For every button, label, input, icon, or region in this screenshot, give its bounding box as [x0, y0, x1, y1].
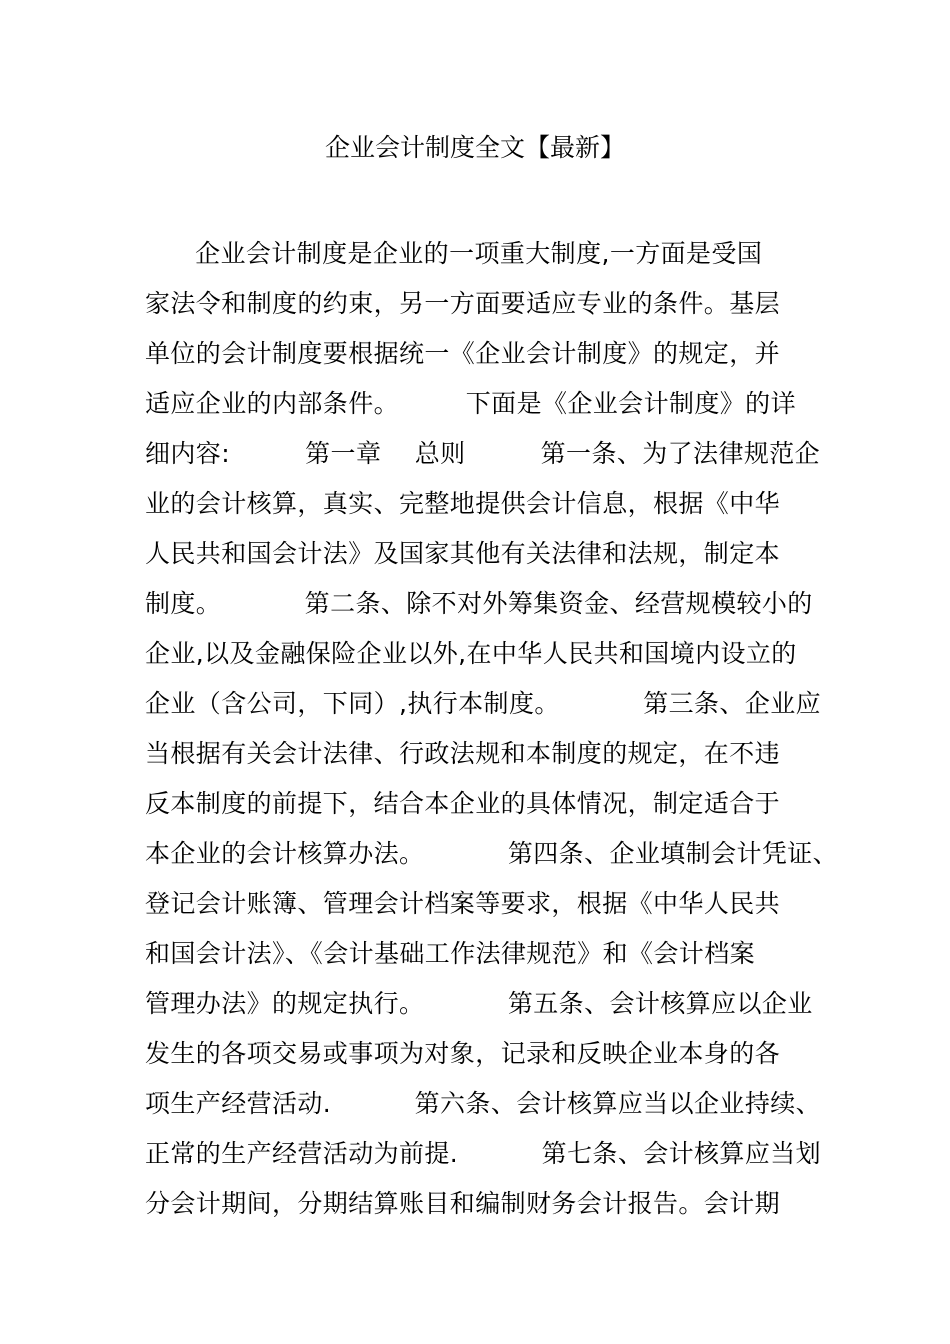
body-line: 企业,以及金融保险企业以外,在中华人民共和国境内设立的 — [145, 639, 797, 668]
body-line: 正常的生产经营活动为前提. 第七条、会计核算应当划 — [145, 1139, 822, 1168]
body-line: 家法令和制度的约束，另一方面要适应专业的条件。基层 — [145, 289, 781, 318]
body-line: 发生的各项交易或事项为对象，记录和反映企业本身的各 — [145, 1039, 781, 1068]
body-line: 人民共和国会计法》及国家其他有关法律和法规，制定本 — [145, 539, 781, 568]
body-line: 本企业的会计核算办法。 第四条、企业填制会计凭证、 — [145, 839, 839, 868]
body-line: 制度。 第二条、除不对外筹集资金、经营规模较小的 — [145, 589, 813, 618]
body-line: 分会计期间，分期结算账目和编制财务会计报告。会计期 — [145, 1189, 781, 1218]
body-line: 企业（含公司，下同）,执行本制度。 第三条、企业应 — [145, 689, 822, 718]
body-line: 适应企业的内部条件。 下面是《企业会计制度》的详 — [145, 389, 796, 418]
body-line: 管理办法》的规定执行。 第五条、会计核算应以企业 — [145, 989, 813, 1018]
body-line: 细内容: 第一章 总则 第一条、为了法律规范企 — [145, 439, 821, 468]
body-line: 项生产经营活动. 第六条、会计核算应当以企业持续、 — [145, 1089, 822, 1118]
body-line: 业的会计核算，真实、完整地提供会计信息，根据《中华 — [145, 489, 781, 518]
body-line: 反本制度的前提下，结合本企业的具体情况，制定适合于 — [145, 789, 781, 818]
document-title: 企业会计制度全文【最新】 — [324, 133, 625, 162]
body-line: 企业会计制度是企业的一项重大制度,一方面是受国 — [145, 239, 763, 268]
body-line: 单位的会计制度要根据统一《企业会计制度》的规定，并 — [145, 339, 781, 368]
body-line: 登记会计账簿、管理会计档案等要求，根据《中华人民共 — [145, 889, 781, 918]
body-line: 和国会计法》、《会计基础工作法律规范》和《会计档案 — [145, 939, 756, 968]
body-line: 当根据有关会计法律、行政法规和本制度的规定，在不违 — [145, 739, 781, 768]
document-body — [145, 229, 839, 1229]
